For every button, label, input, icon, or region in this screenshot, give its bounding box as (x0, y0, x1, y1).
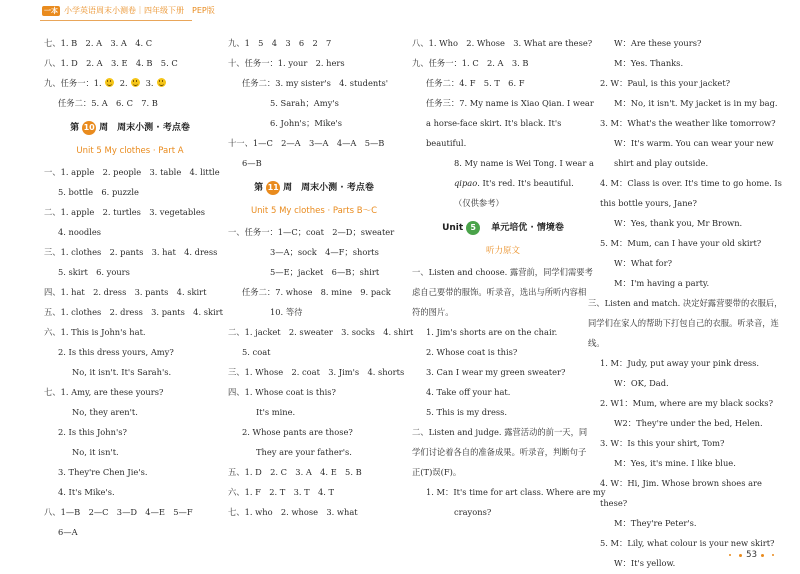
page-number: 53 (746, 550, 757, 560)
answer-line: 4. Take off your hat. (426, 387, 511, 397)
answer-paragraph: 8. My name is Wei Tong. I wear a qipao. It's red. It's beautiful. (454, 158, 594, 188)
answer-line: 任务二：5. A 6. C 7. B (58, 98, 158, 108)
answer-line: 10. 等待 (270, 307, 303, 317)
answer-line: W：Yes, thank you, Mr Brown. (614, 218, 743, 228)
smiley-face-icon (105, 78, 114, 87)
answer-line: 九、1 5 4 3 6 2 7 (228, 38, 332, 48)
answer-line: 5. coat (242, 347, 271, 357)
answer-line: 八、1. Who 2. Whose 3. What are these? (412, 38, 593, 48)
answer-line: 六、1. This is John's hat. (44, 327, 146, 337)
answer-line: 3. W：Is this your shirt, Tom? (600, 438, 725, 448)
answer-line: 七、1. Amy, are these yours? (44, 387, 164, 397)
unit-subtitle: Unit 5 My clothes · Parts B～C (250, 206, 378, 216)
answer-line: 2. Is this dress yours, Amy? (58, 347, 174, 357)
column-4 (588, 33, 785, 573)
answer-line: 任务二：4. F 5. T 6. F (426, 78, 525, 88)
answer-line: 3—A；sock 4—F；shorts (270, 247, 379, 257)
answer-line: 二、1. jacket 2. sweater 3. socks 4. shirt (228, 327, 414, 337)
smiley-face-icon (131, 78, 140, 87)
column-1 (44, 33, 223, 542)
unit-badge-icon: 5 (466, 221, 480, 235)
column-2 (228, 33, 414, 522)
answer-line: 十一、1—C 2—A 3—A 4—A 5—B (228, 138, 385, 148)
answer-line: 5. skirt 6. yours (58, 267, 130, 277)
answer-line: 一、1. apple 2. people 3. table 4. little (44, 167, 220, 177)
answer-line: 2. W1：Mum, where are my black socks? (600, 398, 774, 408)
answer-line: 2. Whose coat is this? (426, 347, 518, 357)
column-3 (412, 33, 606, 522)
answer-line: 5. This is my dress. (426, 407, 508, 417)
answer-line: 四、1. hat 2. dress 3. pants 4. skirt (44, 287, 207, 297)
answer-line: 二、1. apple 2. turtles 3. vegetables (44, 207, 206, 217)
header-rule (40, 20, 192, 21)
answer-line: W：It's yellow. (614, 558, 676, 568)
answer-line: 九、任务一：1. C 2. A 3. B (412, 58, 529, 68)
answer-line: 3. They're Chen Jie's. (58, 467, 148, 477)
smiley-face-icon (157, 78, 166, 87)
answer-line: W：OK, Dad. (614, 378, 669, 388)
answer-line: 2. Whose pants are those? (242, 427, 353, 437)
answer-line: 任务二：7. whose 8. mine 9. pack (242, 287, 391, 297)
answer-line: 十、任务一：1. your 2. hers (228, 58, 345, 68)
section-title-week10: 第 10 周 周末小测 · 考点卷 (70, 123, 190, 133)
answer-line: 七、1. B 2. A 3. A 4. C (44, 38, 153, 48)
week-badge-icon: 10 (82, 121, 96, 135)
answer-line: 2. W：Paul, is this your jacket? (600, 78, 731, 88)
answer-line: 八、1. D 2. A 3. E 4. B 5. C (44, 58, 178, 68)
answer-line: 任务二：3. my sister's 4. students' (242, 78, 389, 88)
answer-paragraph: M：No, it isn't. My jacket is in my bag. (614, 98, 778, 108)
decorative-dot (739, 554, 742, 557)
answer-line: 五、1. D 2. C 3. A 4. E 5. B (228, 467, 362, 477)
unit-subtitle: Unit 5 My clothes · Part A (76, 146, 184, 156)
answer-line: 四、1. Whose coat is this? (228, 387, 336, 397)
answer-paragraph: 任务三：7. My name is Xiao Qian. I wear a horse-face skirt. It's black. It's beautiful. (426, 98, 594, 148)
answer-line: 三、1. clothes 2. pants 3. hat 4. dress (44, 247, 218, 257)
answer-line: 五、1. clothes 2. dress 3. pants 4. skirt (44, 307, 223, 317)
listening-title: 听力原文 (485, 246, 520, 256)
page-number-area (725, 550, 778, 560)
answer-paragraph: 4. W：Hi, Jim. Whose brown shoes are these? (600, 478, 762, 508)
answer-line: M：Yes. Thanks. (614, 58, 684, 68)
decorative-dot (772, 554, 774, 556)
answer-line: 5. Sarah；Amy's (270, 98, 339, 108)
answer-line: No, it isn't. It's Sarah's. (72, 367, 172, 377)
answer-line: M：They're Peter's. (614, 518, 697, 528)
page-header (0, 4, 800, 20)
answer-line: M：Yes, it's mine. I like blue. (614, 458, 736, 468)
answer-line: 6—B (242, 158, 262, 168)
question-paragraph: 一、Listen and choose. 露营前，同学们需要考虑自己要带的服饰。听录音，选出与所听内容相符的图片。 (412, 267, 593, 317)
answer-line: 七、1. who 2. whose 3. what (228, 507, 358, 517)
answer-line: 六、1. F 2. T 3. T 4. T (228, 487, 335, 497)
answer-line: 三、1. Whose 2. coat 3. Jim's 4. shorts (228, 367, 405, 377)
answer-line: 5. M：Mum, can I have your old skirt? (600, 238, 762, 248)
question-paragraph: 三、Listen and match. 决定好露营要带的衣服后，同学们在家人的帮助下打包自己的衣服。听录音，连线。 (588, 298, 783, 348)
answer-line: 1. M：Judy, put away your pink dress. (600, 358, 760, 368)
answer-line: 5. bottle 6. puzzle (58, 187, 139, 197)
answer-line: 5—E；jacket 6—B；shirt (270, 267, 380, 277)
answer-line: No, it isn't. (72, 447, 119, 457)
answer-line: crayons? (454, 507, 492, 517)
decorative-dot (761, 554, 764, 557)
answer-line: 3. Can I wear my green sweater? (426, 367, 566, 377)
question-paragraph: 二、Listen and judge. 露营活动的前一天，同学们讨论着各自的准备成果。听录音，判断句子正(T)误(F)。 (412, 427, 588, 477)
answer-line: 一、任务一：1—C；coat 2—D；sweater (228, 227, 395, 237)
answer-line: M：I'm having a party. (614, 278, 710, 288)
answer-line: It's mine. (256, 407, 296, 417)
answer-line: No, they aren't. (72, 407, 138, 417)
reference-note: （仅供参考） (454, 198, 504, 208)
answer-line: 6—A (58, 527, 78, 537)
answer-line: W：Are these yours? (614, 38, 702, 48)
decorative-dot (729, 554, 731, 556)
answer-line: 3. M：What's the weather like tomorrow? (600, 118, 776, 128)
section-title-unit5: Unit 5 单元培优 · 情境卷 (442, 223, 564, 233)
answer-line: They are your father's. (256, 447, 352, 457)
answer-line-smileys: 九、任务一：1. 2. 3. (44, 73, 216, 93)
answer-line: 八、1—B 2—C 3—D 4—E 5—F (44, 507, 193, 517)
header-title: 小学英语周末小测卷｜四年级下册 PEP版 (64, 6, 215, 15)
answer-line: 2. Is this John's? (58, 427, 127, 437)
week-badge-icon: 11 (266, 181, 280, 195)
answer-paragraph: W：It's warm. You can wear your new shirt and play outside. (614, 138, 774, 168)
answer-line: 4. noodles (58, 227, 102, 237)
answer-line: 4. It's Mike's. (58, 487, 115, 497)
answer-line: 6. John's；Mike's (270, 118, 343, 128)
answer-line: W2：They're under the bed, Helen. (614, 418, 763, 428)
answer-line: 5. M：Lily, what colour is your new skirt? (600, 538, 775, 548)
answer-line: 1. M：It's time for art class. Where are my (426, 487, 606, 497)
brand-logo: 一本 (44, 7, 58, 15)
answer-line: W：What for? (614, 258, 673, 268)
answer-line: 1. Jim's shorts are on the chair. (426, 327, 558, 337)
section-title-week11: 第 11 周 周末小测 · 考点卷 (254, 183, 374, 193)
answer-paragraph: 4. M：Class is over. It's time to go home. Is this bottle yours, Jane? (600, 178, 782, 208)
